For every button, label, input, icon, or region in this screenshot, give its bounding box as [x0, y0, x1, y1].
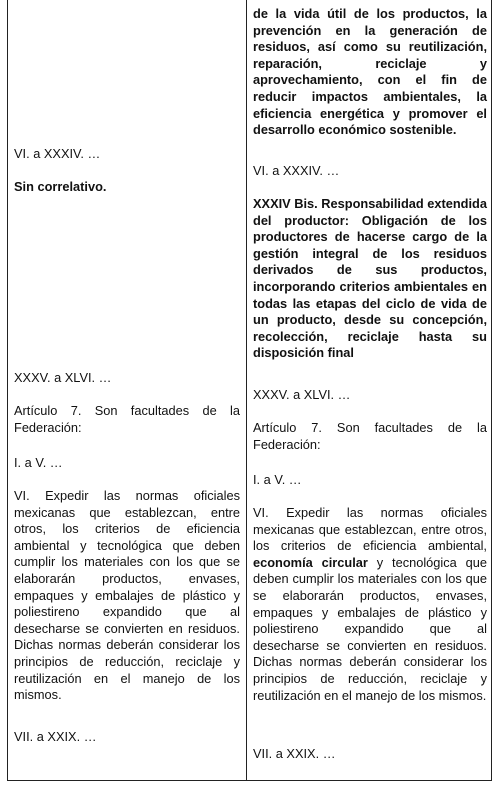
left-paragraph-4: Artículo 7. Son facultades de la Federación: [14, 403, 240, 435]
left-column [8, 0, 247, 780]
left-paragraph-1: VI. a XXXIV. … [14, 146, 101, 161]
left-paragraph-2: Sin correlativo. [14, 179, 107, 194]
right-paragraph-7-highlight: economía circular [253, 554, 368, 570]
comparison-table [7, 0, 492, 781]
right-column [247, 0, 491, 780]
right-paragraph-8: VII. a XXIX. … [253, 746, 336, 761]
left-paragraph-6: VI. Expedir las normas oficiales mexicanas que establezcan, entre otros, los criterios de eficiencia ambiental y tecnológica que deben cumplir los materiales con los que se elaborarán productos, envases, empaques y embalajes de plástico y poliestireno expandido que al desecharse se convierten en residuos. Dichas normas deberán considerar los principios de reducción, reciclaje y reutilización en el manejo de los mismos. [14, 488, 240, 703]
left-paragraph-3: XXXV. a XLVI. … [14, 370, 112, 385]
left-paragraph-7: VII. a XXIX. … [14, 729, 97, 744]
right-paragraph-5: Artículo 7. Son facultades de la Federación: [253, 420, 487, 452]
right-paragraph-4: XXXV. a XLVI. … [253, 387, 351, 402]
right-paragraph-3: XXXIV Bis. Responsabilidad extendida del productor: Obligación de los productores de hacerse cargo de la gestión integral de los residuos derivados de sus productos, incorporando criterios ambientales en todas las etapas del ciclo de vida de un producto, desde su concepción, recolección, reciclaje hasta su disposición final [253, 196, 487, 361]
right-paragraph-1: de la vida útil de los productos, la prevención en la generación de residuos, así como su reutilización, reparación, reciclaje y aprovechamiento, con el fin de reducir impactos ambientales, la eficiencia energética y promover el desarrollo económico sostenible. [253, 6, 487, 138]
right-paragraph-6: I. a V. … [253, 472, 302, 487]
right-paragraph-7-start: VI. Expedir las normas oficiales mexicanas que establezcan, entre otros, los criterios de eficiencia ambiental, [253, 505, 487, 554]
left-paragraph-5: I. a V. … [14, 455, 63, 470]
right-paragraph-7 [253, 505, 487, 704]
right-paragraph-7-end: y tecnológica que deben cumplir los materiales con los que se elaborarán productos, envases, empaques y embalajes de plástico y poliestireno expandido que al desecharse se convierten en residuos. Dichas normas deberán considerar los principios de reducción, reciclaje y reutilización en el manejo de los mismos. [253, 554, 487, 703]
right-paragraph-2: VI. a XXXIV. … [253, 163, 340, 178]
